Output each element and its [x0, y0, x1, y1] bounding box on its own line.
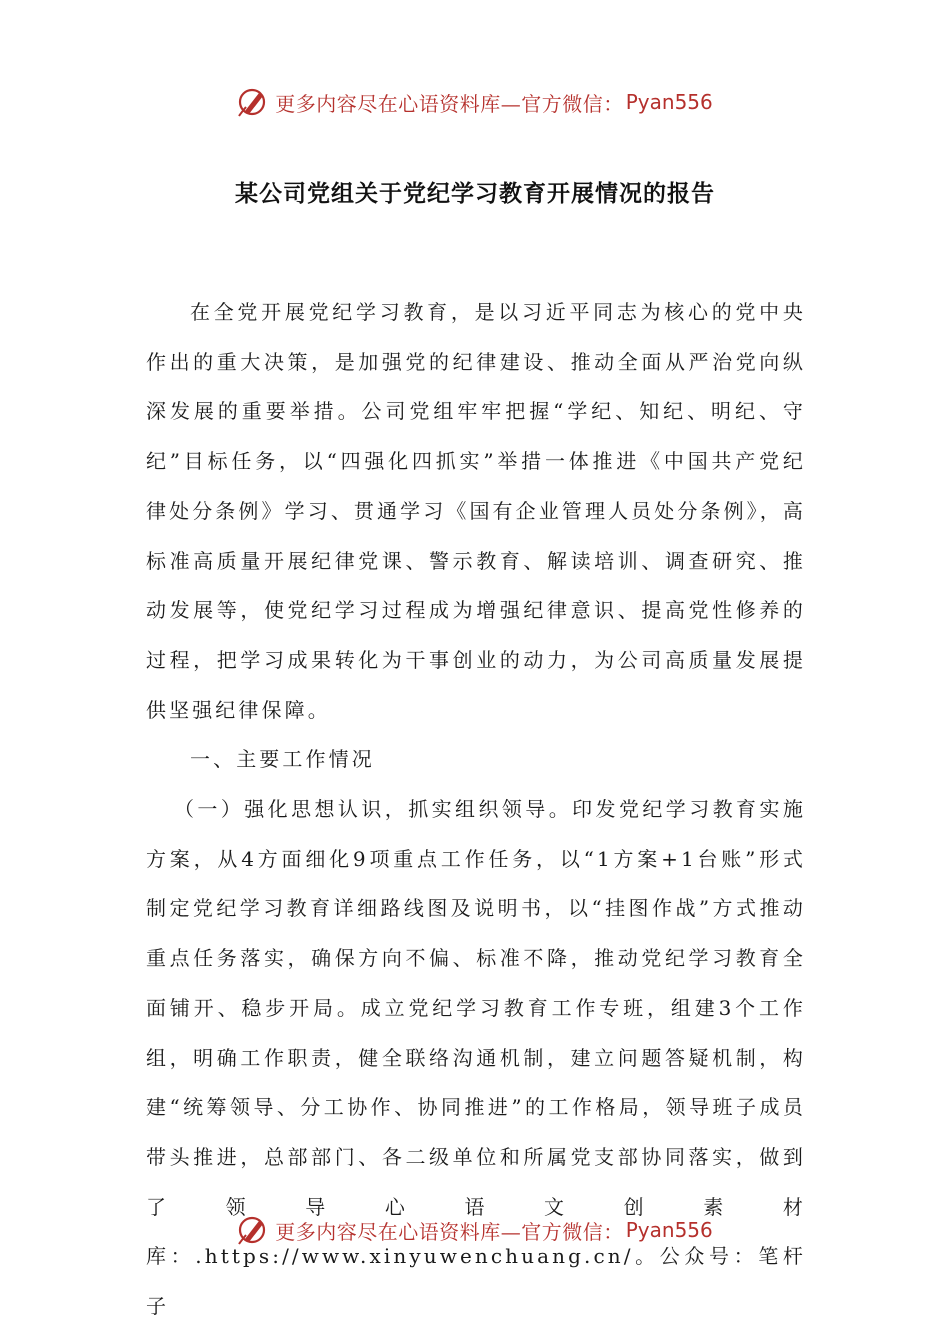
- paragraph-section-1: （一）强化思想认识，抓实组织领导。印发党纪学习教育实施方案，从4方面细化9项重点工作任务，以“1方案+1台账”形式制定党纪学习教育详细路线图及说明书，以“挂图作战”方式推动重点任务落实，确保方向不偏、标准不降，推动党纪学习教育全面铺开、稳步开局。成立党纪学习教育工作专班，组建3个工作组，明确工作职责，健全联络沟通机制，建立问题答疑机制，构建“统筹领导、分工协作、协同推进”的工作格局，领导班子成员带头推进，总部部门、各二级单位和所属党支部协同落实，做到了领导心语文创素材库：.https://www.xinyuwenchuang.cn/。公众号：笔杆子: [146, 797, 806, 1319]
- document-body: [146, 288, 806, 1332]
- banner-wechat-id: Pyan556: [625, 90, 713, 114]
- footer-banner: [0, 1210, 950, 1250]
- banner-wechat-id: Pyan556: [625, 1218, 713, 1242]
- banner-text: 更多内容尽在心语资料库—官方微信：: [275, 91, 624, 116]
- pen-circle-icon: [237, 1213, 271, 1247]
- header-banner: [0, 82, 950, 122]
- document-title: 某公司党组关于党纪学习教育开展情况的报告: [235, 180, 715, 207]
- paragraph-intro: 在全党开展党纪学习教育，是以习近平同志为核心的党中央作出的重大决策，是加强党的纪律建设、推动全面从严治党向纵深发展的重要举措。公司党组牢牢把握“学纪、知纪、明纪、守纪”目标任务，以“四强化四抓实”举措一体推进《中国共产党纪律处分条例》学习、贯通学习《国有企业管理人员处分条例》，高标准高质量开展纪律党课、警示教育、解读培训、调查研究、推动发展等，使党纪学习过程成为增强纪律意识、提高党性修养的过程，把学习成果转化为干事创业的动力，为公司高质量发展提供坚强纪律保障。: [146, 300, 806, 722]
- pen-circle-icon: [237, 85, 271, 119]
- banner-text: 更多内容尽在心语资料库—官方微信：: [275, 1219, 624, 1244]
- section-heading: 一、主要工作情况: [190, 747, 375, 772]
